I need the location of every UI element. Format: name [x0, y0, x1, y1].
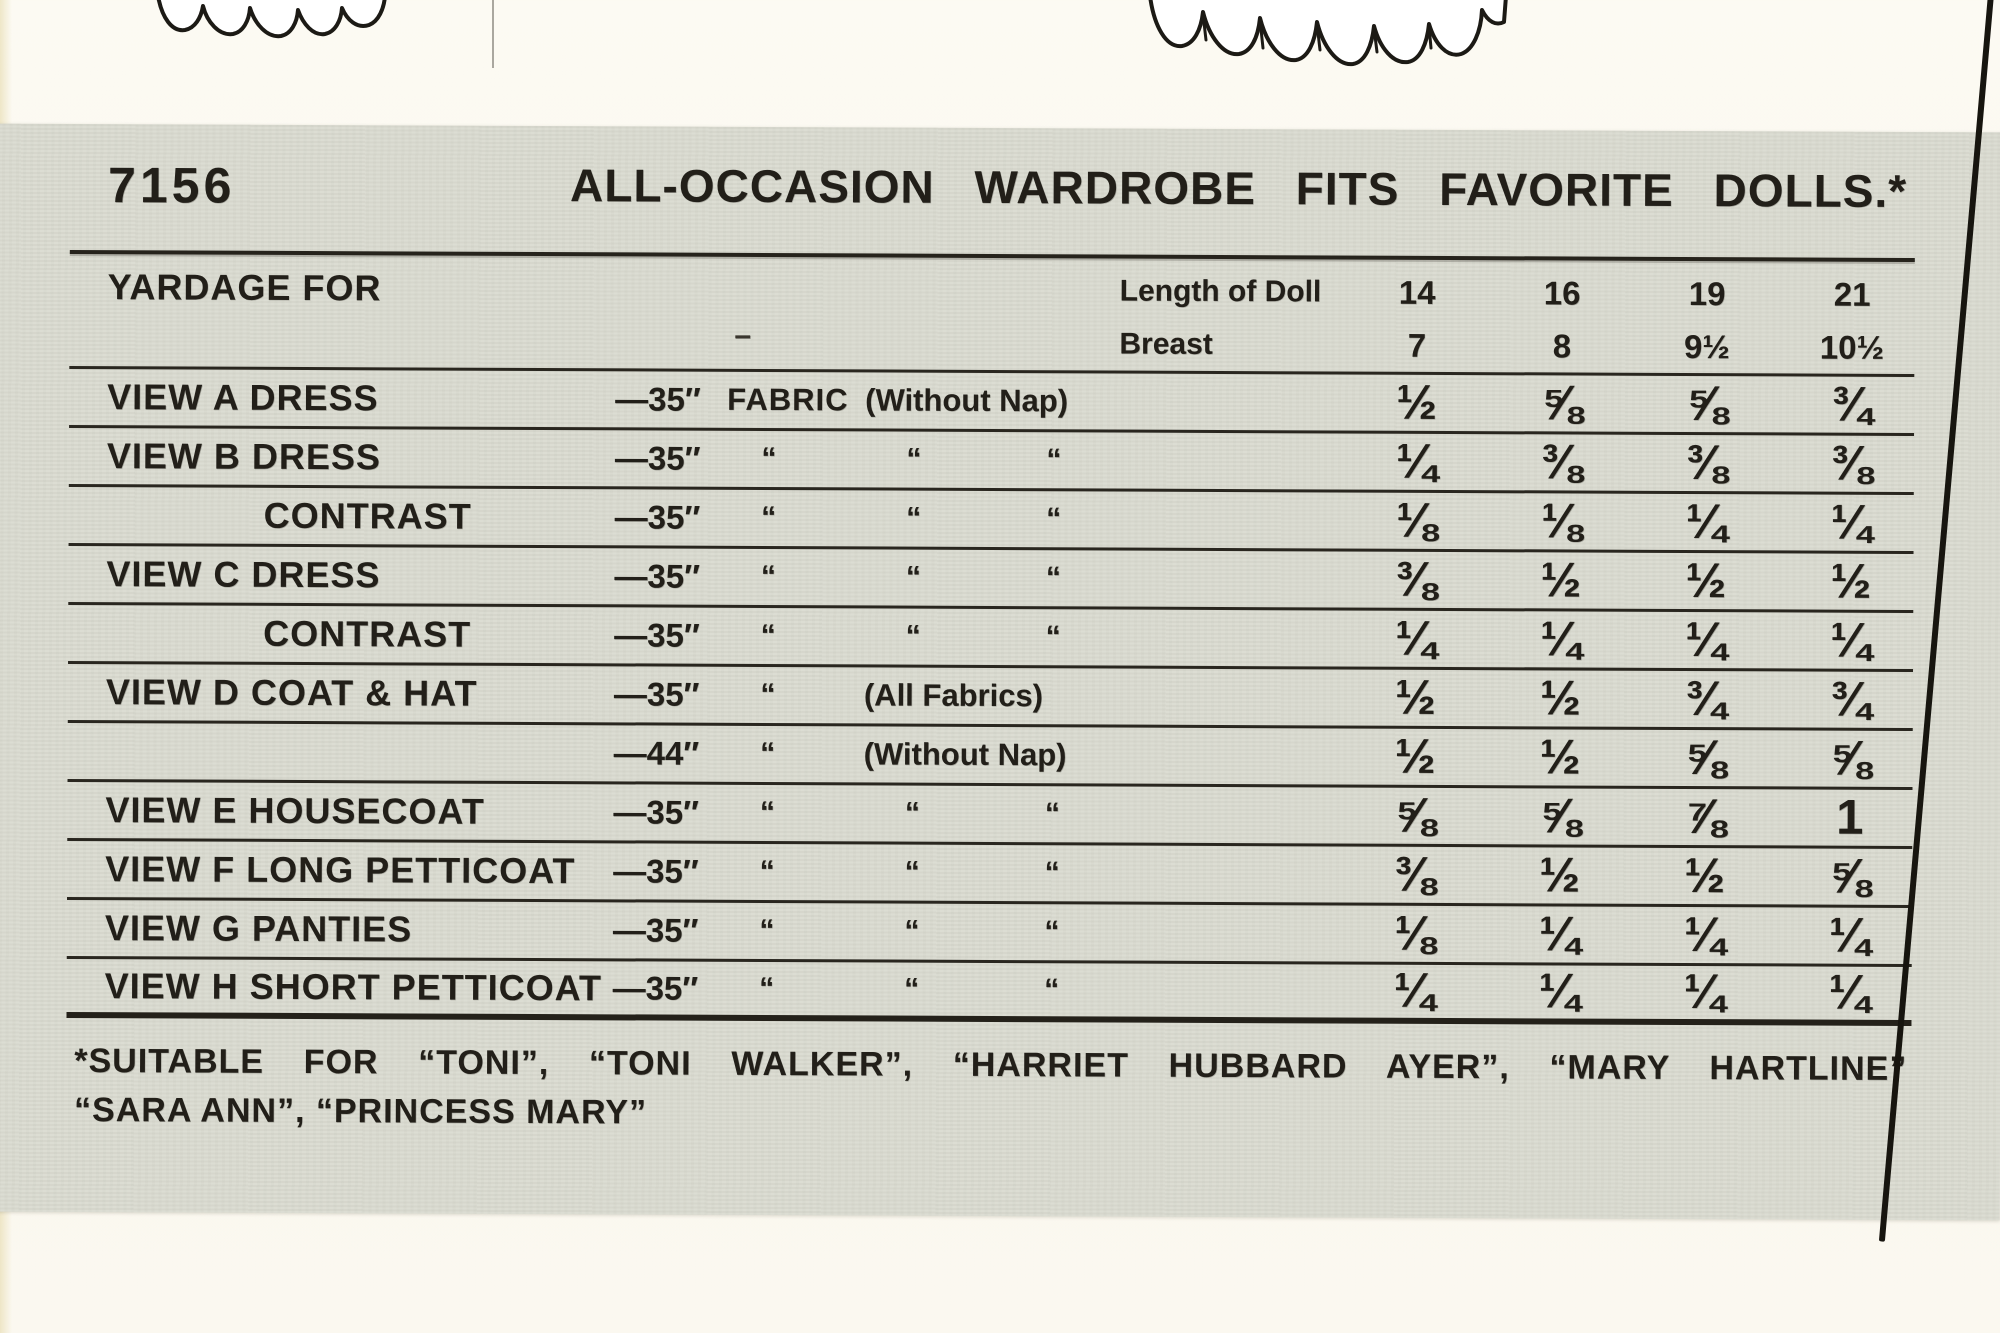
ditto-mark: “ [759, 913, 775, 948]
ditto-mark: “ [761, 500, 777, 535]
ditto-mark: “ [1044, 856, 1060, 890]
yardage-value: ⅜ [1685, 435, 1727, 490]
table-row-view-g-panties [67, 900, 1912, 967]
table-row-contrast-b [69, 487, 1914, 554]
ditto-mark: “ [906, 442, 922, 476]
yardage-value: ¼ [1393, 963, 1435, 1018]
row-label: VIEW D COAT & HAT [105, 671, 478, 714]
fabric-width: —35″ [614, 557, 701, 595]
ditto-mark: “ [760, 677, 776, 712]
fabric-width: —35″ [614, 498, 701, 536]
fabric-width: —35″ [613, 675, 700, 713]
yardage-value: ½ [1539, 670, 1581, 726]
doll-length-21: 21 [1833, 275, 1871, 313]
yardage-value: ½ [1684, 848, 1726, 903]
nap-note: (Without Nap) [863, 736, 1067, 773]
row-label: CONTRAST [263, 494, 472, 537]
ditto-mark: “ [1046, 443, 1062, 477]
yardage-value: ½ [1830, 554, 1872, 609]
doll-length-16: 16 [1543, 273, 1581, 312]
row-label [68, 751, 588, 753]
yardage-value: ⅜ [1830, 436, 1872, 491]
yardage-value: ⅜ [1540, 434, 1582, 490]
yardage-value: ¼ [1538, 964, 1580, 1019]
pattern-number: 7156 [107, 157, 236, 214]
table-row-view-a-dress [69, 369, 1914, 436]
breast-7: 7 [1407, 326, 1427, 364]
breast-10half: 10½ [1819, 328, 1885, 366]
yardage-value: ⅝ [1829, 849, 1871, 904]
yardage-value: ¼ [1830, 613, 1872, 668]
footnote-line-1: *SUITABLE FOR “TONI”, “TONI WALKER”, “HARRIET HUBBARD AYER”, “MARY HARTLINE” [74, 1041, 1908, 1088]
yardage-value: ¼ [1683, 907, 1725, 962]
yardage-value: ¼ [1683, 965, 1725, 1020]
fabric-width: —35″ [613, 793, 699, 831]
row-label: VIEW B DRESS [106, 435, 382, 478]
table-row-view-d-coat-hat [68, 664, 1913, 731]
ditto-mark: “ [1044, 915, 1060, 949]
yardage-value: ¼ [1828, 908, 1870, 963]
table-row-view-d-44in [68, 723, 1913, 790]
fabric-width: —35″ [614, 616, 700, 654]
row-label: CONTRAST [263, 612, 472, 655]
chart-header [70, 146, 1915, 258]
fabric-width: —35″ [612, 911, 699, 949]
suitable-dolls-footnote [66, 1018, 1911, 1143]
yardage-value: ⅛ [1540, 493, 1582, 549]
yardage-value: ¼ [1395, 611, 1437, 666]
yardage-value: ½ [1539, 729, 1581, 785]
yardage-value: 1 [1836, 790, 1864, 845]
ditto-mark: “ [1045, 561, 1061, 595]
fabric-width: —44″ [613, 734, 700, 772]
yardage-value: ½ [1396, 375, 1438, 430]
footnote-line-2: “SARA ANN”, “PRINCESS MARY” [73, 1090, 648, 1132]
table-row-view-e-housecoat [67, 782, 1912, 849]
yardage-value: ¼ [1395, 434, 1437, 489]
yardage-value: ¼ [1540, 611, 1582, 667]
ditto-mark: “ [905, 560, 921, 594]
ditto-mark: “ [759, 971, 775, 1005]
doll-length-19: 19 [1688, 274, 1726, 312]
yardage-value: ½ [1685, 553, 1727, 608]
breast-9half: 9½ [1683, 327, 1730, 365]
page-title: ALL-OCCASION WARDROBE FITS FAVORITE DOLLS.* [569, 159, 1908, 217]
yardage-value: ½ [1394, 670, 1436, 725]
yardage-value: ⅜ [1395, 552, 1437, 607]
yardage-value: ¾ [1829, 672, 1871, 727]
row-label: VIEW H SHORT PETTICOAT [104, 964, 603, 1008]
yardage-value: ¼ [1828, 965, 1870, 1020]
yardage-value: ½ [1394, 729, 1436, 784]
yardage-value: ¼ [1685, 612, 1727, 667]
ditto-mark: “ [904, 914, 920, 948]
yardage-value: ⅝ [1829, 731, 1871, 786]
ditto-mark: “ [761, 441, 777, 476]
row-label: VIEW A DRESS [107, 376, 379, 419]
table-row-view-b-dress [69, 428, 1914, 495]
breast-8: 8 [1552, 326, 1572, 365]
scan-artifact-line [492, 0, 494, 68]
row-label: VIEW C DRESS [106, 553, 381, 596]
row-label: VIEW E HOUSECOAT [105, 789, 485, 832]
nap-note: (Without Nap) [865, 382, 1069, 419]
ditto-mark: “ [760, 618, 776, 653]
yardage-value: ⅛ [1393, 906, 1435, 961]
ditto-mark: “ [904, 855, 920, 889]
ditto-mark: “ [1044, 797, 1060, 831]
table-row-view-c-dress [68, 546, 1913, 613]
yardage-value: ¼ [1830, 495, 1872, 550]
dress-hem-illustration-left [150, 0, 390, 52]
ditto-mark: “ [1046, 502, 1062, 536]
ditto-mark: “ [759, 795, 775, 830]
fabric-width: —35″ [612, 968, 699, 1007]
yardage-value: ⅝ [1686, 376, 1728, 431]
dress-hem-illustration-right [1140, 0, 1508, 92]
table-row-view-f-long-petticoat [67, 841, 1912, 908]
yardage-chart [66, 146, 1915, 1143]
doll-length-14: 14 [1398, 273, 1436, 311]
yardage-value: ¼ [1685, 494, 1727, 549]
ditto-mark: “ [904, 972, 920, 1006]
yardage-value: ⅜ [1394, 847, 1436, 902]
ditto-mark: “ [905, 619, 921, 653]
yardage-value: ¾ [1831, 377, 1873, 432]
yardage-for-label: YARDAGE FOR [107, 265, 382, 308]
yardage-value: ⅝ [1394, 788, 1436, 843]
fabric-width: —35″ [613, 852, 699, 890]
ditto-mark: “ [760, 559, 776, 594]
ditto-mark: “ [759, 854, 775, 889]
row-label: VIEW G PANTIES [104, 907, 413, 950]
length-of-doll-label: Length of Doll [1119, 274, 1322, 308]
yardage-value: ⅝ [1539, 788, 1581, 844]
breast-label: Breast [1119, 327, 1213, 361]
fabric-word: FABRIC [727, 381, 849, 418]
table-row-view-h-short-petticoat [66, 959, 1911, 1026]
fabric-width: —35″ [614, 439, 701, 477]
yardage-value: ⅝ [1541, 375, 1583, 431]
yardage-chart-panel [0, 124, 2000, 1221]
ditto-mark: “ [906, 501, 922, 535]
yardage-value: ⅞ [1684, 789, 1726, 844]
fabric-width: —35″ [615, 380, 701, 418]
table-row-contrast-c [68, 605, 1913, 672]
size-header [69, 254, 1914, 377]
yardage-value: ¾ [1684, 671, 1726, 726]
yardage-value: ¼ [1538, 906, 1580, 962]
ditto-mark: “ [760, 736, 776, 771]
yardage-value: ½ [1540, 552, 1582, 608]
yardage-value: ⅝ [1684, 730, 1726, 785]
yardage-value: ⅛ [1395, 493, 1437, 548]
ditto-mark: “ [904, 796, 920, 830]
yardage-value: ½ [1539, 847, 1581, 903]
row-label: VIEW F LONG PETTICOAT [105, 848, 576, 892]
ditto-mark: “ [1045, 620, 1061, 654]
scan-stray-dash: – [734, 318, 752, 352]
fabric-note: (All Fabrics) [863, 677, 1044, 714]
ditto-mark: “ [1044, 972, 1060, 1006]
